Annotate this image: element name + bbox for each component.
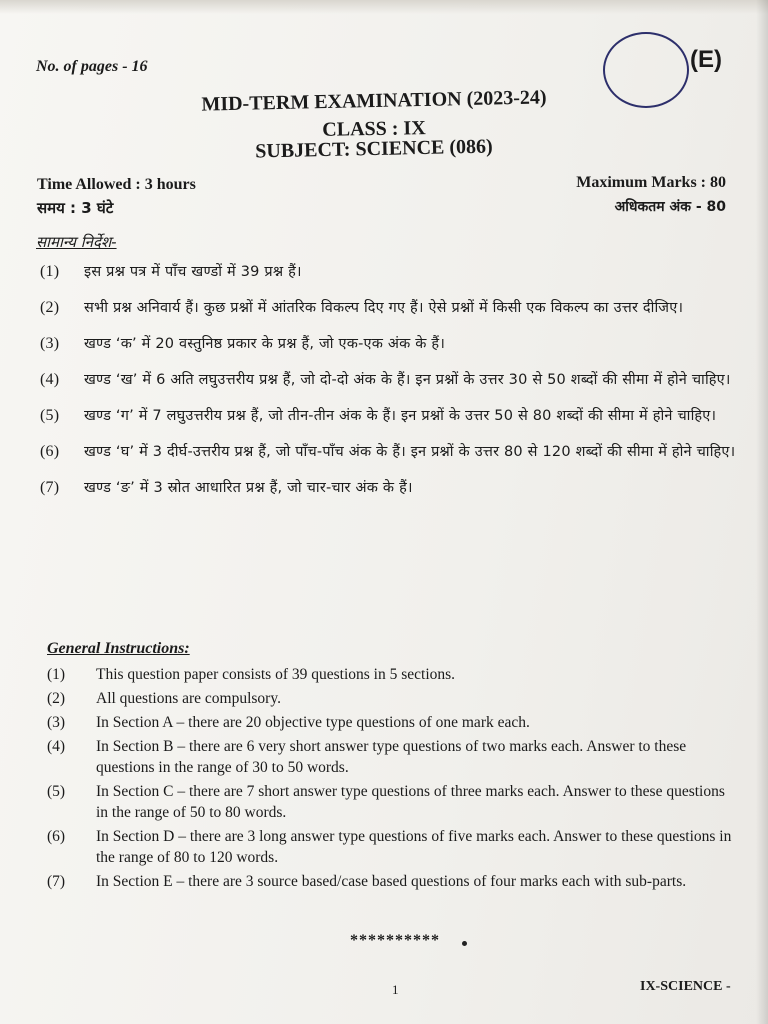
exam-title: MID-TERM EXAMINATION (2023-24) — [201, 86, 547, 116]
hindi-instructions-heading: सामान्य निर्देश- — [36, 233, 117, 251]
item-number: (5) — [47, 783, 66, 800]
item-number: (5) — [40, 407, 60, 424]
paper-top-edge — [0, 0, 768, 14]
item-text: खण्ड ‘ग’ में 7 लघुउत्तरीय प्रश्न हैं, जो तीन-तीन अंक के हैं। इन प्रश्नों के उत्तर 50 से 80 शब्दों की सीमा में होने चाहिए। — [84, 408, 717, 424]
item-number: (7) — [47, 873, 66, 890]
item-text: All questions are compulsory. — [96, 690, 281, 707]
general-instruction-item — [47, 781, 737, 823]
item-number: (3) — [47, 714, 66, 731]
item-number: (1) — [40, 263, 60, 280]
item-text: खण्ड ‘ङ’ में 3 स्रोत आधारित प्रश्न हैं, जो चार-चार अंक के हैं। — [84, 480, 413, 496]
time-allowed-english: Time Allowed : 3 hours — [37, 176, 196, 193]
hindi-instruction-item — [36, 256, 736, 288]
item-text: खण्ड ‘घ’ में 3 दीर्घ-उत्तरीय प्रश्न हैं, जो पाँच-पाँच अंक के हैं। इन प्रश्नों के उत्तर 80 से 120 शब्दों की सीमा में होने चाहिए। — [84, 444, 736, 460]
page-number: 1 — [392, 982, 399, 997]
item-text: In Section E – there are 3 source based/case based questions of four marks each with sub-parts. — [96, 873, 687, 890]
general-instruction-item — [47, 688, 737, 709]
hindi-instructions-list — [36, 256, 736, 508]
item-text: In Section A – there are 20 objective type questions of one mark each. — [96, 714, 530, 731]
item-text: इस प्रश्न पत्र में पाँच खण्डों में 39 प्रश्न हैं। — [84, 264, 302, 280]
general-instructions-list — [47, 664, 737, 895]
hindi-instruction-item — [36, 364, 736, 396]
item-number: (4) — [47, 738, 66, 755]
item-text: खण्ड ‘क’ में 20 वस्तुनिष्ठ प्रकार के प्रश्न हैं, जो एक-एक अंक के हैं। — [84, 336, 446, 352]
general-instructions-heading: General Instructions: — [47, 640, 190, 657]
item-text: खण्ड ‘ख’ में 6 अति लघुउत्तरीय प्रश्न हैं, जो दो-दो अंक के हैं। इन प्रश्नों के उत्तर 30 से 50 शब्दों की सीमा में होने चाहिए। — [84, 372, 731, 388]
hindi-instruction-item — [36, 400, 736, 432]
general-instruction-item — [47, 736, 737, 778]
hindi-instruction-item — [36, 472, 736, 504]
item-number: (2) — [47, 690, 66, 707]
class-label: CLASS : IX — [322, 117, 426, 141]
general-instruction-item — [47, 712, 737, 733]
end-marker: ********** — [350, 932, 440, 949]
item-number: (6) — [40, 443, 60, 460]
subject-label: SUBJECT: SCIENCE (086) — [255, 135, 493, 163]
item-text: In Section C – there are 7 short answer type questions of three marks each. Answer to these questions in the range of 50 to 80 words. — [96, 783, 725, 821]
ink-dot — [462, 941, 467, 946]
item-number: (2) — [40, 299, 60, 316]
item-text: In Section D – there are 3 long answer type questions of five marks each. Answer to these questions in the range of 80 to 120 words. — [96, 828, 732, 866]
maximum-marks-hindi: अधिकतम अंक - 80 — [614, 199, 726, 215]
general-instruction-item — [47, 871, 737, 892]
item-text: This question paper consists of 39 questions in 5 sections. — [96, 666, 456, 683]
page-edge-shadow — [756, 0, 768, 1024]
footer-code: IX-SCIENCE - — [640, 979, 731, 994]
item-number: (7) — [40, 479, 60, 496]
hindi-instruction-item — [36, 292, 736, 324]
item-text: सभी प्रश्न अनिवार्य हैं। कुछ प्रश्नों में आंतरिक विकल्प दिए गए हैं। ऐसे प्रश्नों में किसी एक विकल्प का उत्तर दीजिए। — [84, 300, 684, 316]
general-instruction-item — [47, 826, 737, 868]
number-of-pages: No. of pages - 16 — [36, 58, 148, 75]
item-number: (6) — [47, 828, 66, 845]
general-instruction-item — [47, 664, 737, 685]
time-allowed-hindi: समय : 3 घंटे — [37, 199, 114, 217]
item-number: (3) — [40, 335, 60, 352]
hindi-instruction-item — [36, 436, 736, 468]
set-code: (E) — [690, 46, 722, 73]
item-text: In Section B – there are 6 very short answer type questions of two marks each. Answer to these questions in the range of 30 to 50 words. — [96, 738, 687, 776]
hindi-instruction-item — [36, 328, 736, 360]
maximum-marks-english: Maximum Marks : 80 — [576, 174, 726, 191]
item-number: (4) — [40, 371, 60, 388]
item-number: (1) — [47, 666, 66, 683]
